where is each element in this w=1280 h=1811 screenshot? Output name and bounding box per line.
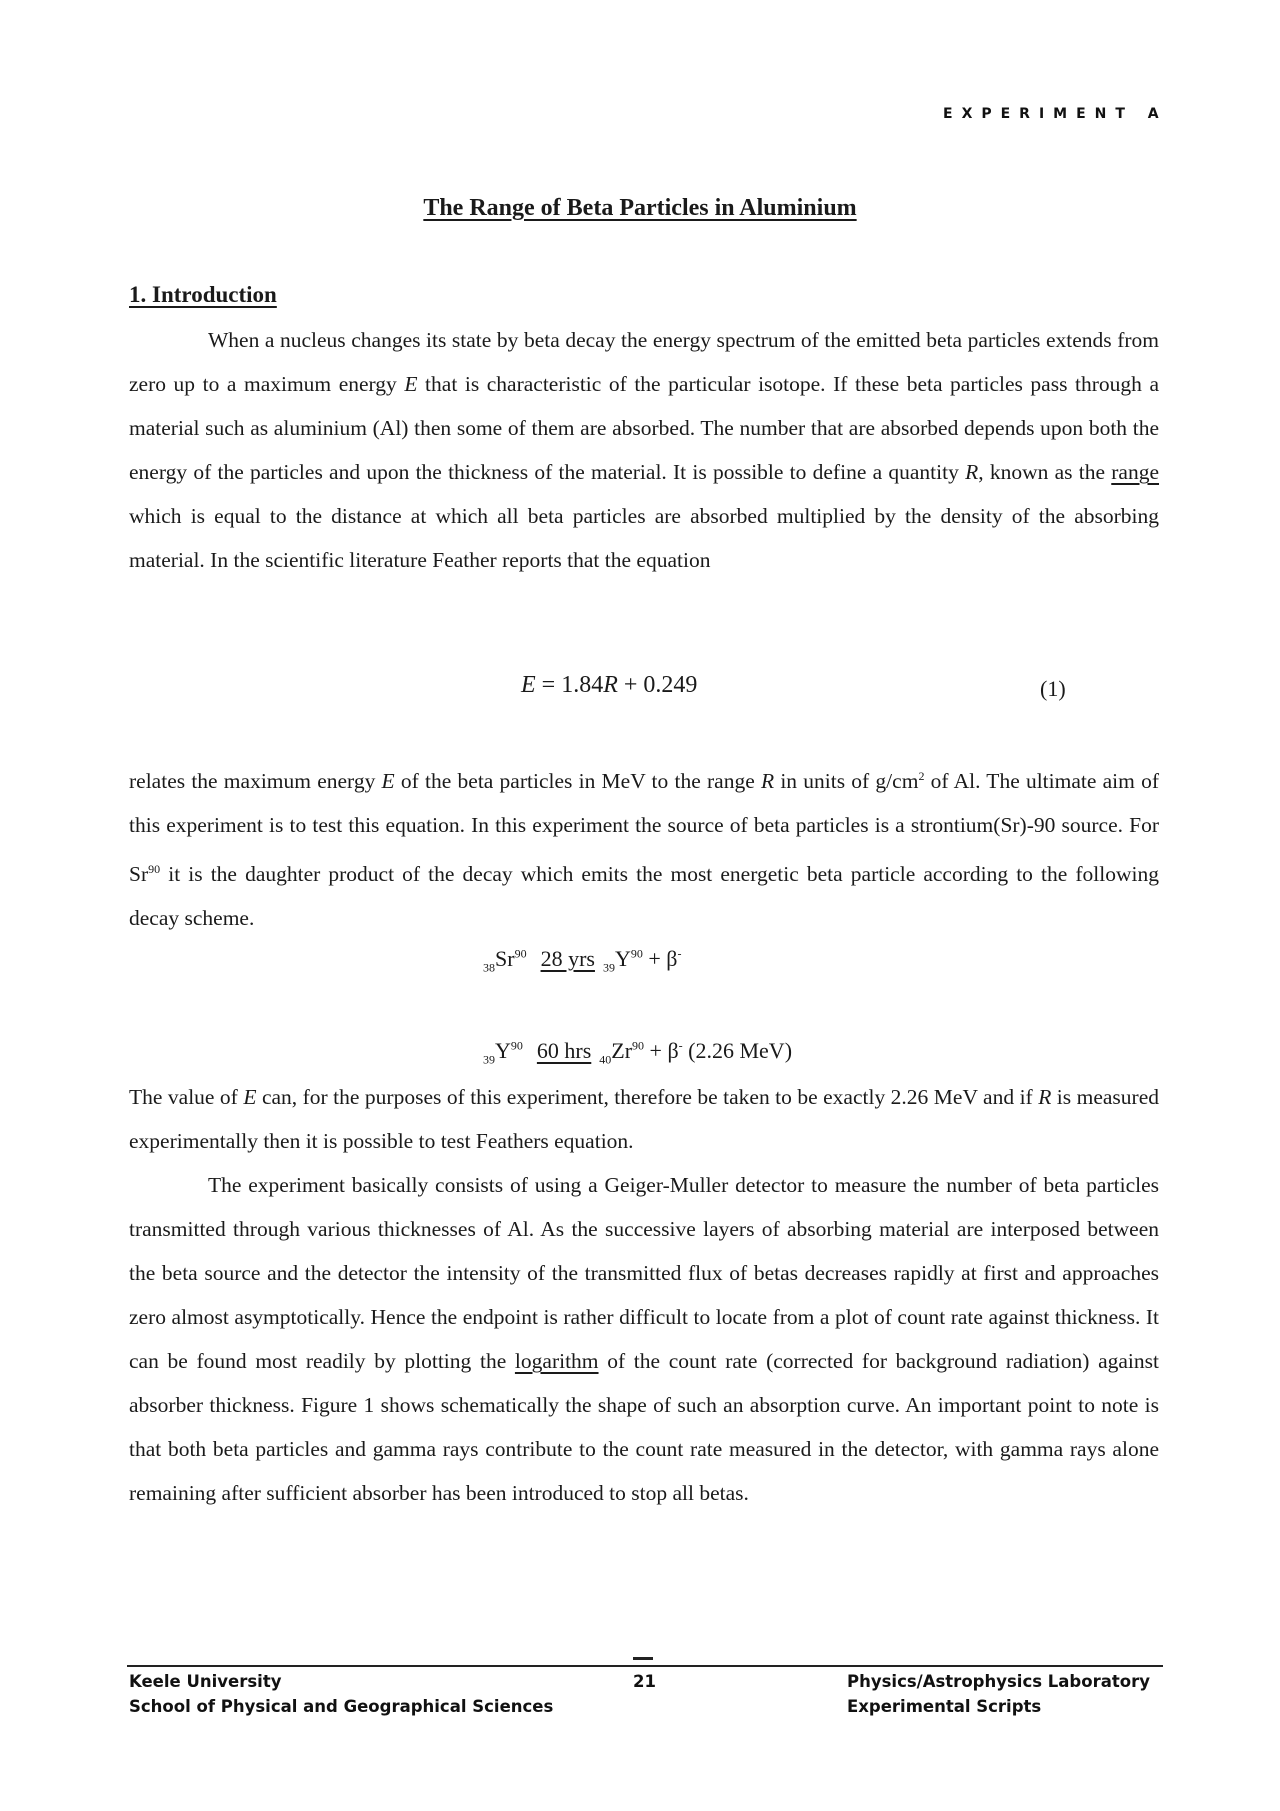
logarithm-term: logarithm <box>514 1349 599 1373</box>
mass-number: 90 <box>632 1038 645 1053</box>
beta-term: + β <box>642 946 678 971</box>
page-title: The Range of Beta Particles in Aluminium <box>423 195 857 221</box>
footer-school: School of Physical and Geographical Sciences <box>129 1697 554 1716</box>
para1-text-2: that is characteristic of the particular isotope. If these beta particles pass through a material such as aluminium (Al) then some of them are absorbed. The number that are absorbed depends upon both the energy of the particles and upon the thickness of the material. It is possible to define a quantity <box>129 372 1159 484</box>
para3-text-3: is measured experimentally then it is possible to test Feathers equation. <box>129 1085 1159 1153</box>
para2-text-1: relates the maximum energy <box>129 769 382 794</box>
para2-text-3: in units of g/cm <box>774 769 919 794</box>
para1-text-3: , known as the <box>978 460 1112 484</box>
para3-text-2: can, for the purposes of this experiment, therefore be taken to be exactly 2.26 MeV and if <box>256 1085 1039 1109</box>
element: Y <box>495 1038 511 1063</box>
para2-text-2: of the beta particles in MeV to the range <box>394 769 761 794</box>
page-number: 21 <box>633 1672 656 1691</box>
charge: - <box>678 1038 683 1053</box>
atomic-number: 40 <box>599 1052 612 1067</box>
atomic-number: 39 <box>602 960 615 975</box>
para4-text-2: of the count rate (corrected for background radiation) against absorber thickness. Figure 1 shows schematically the shape of such an absorption curve. An important point to note is that both beta particles and gamma rays contribute to the count rate measured in the detector, with gamma rays alone remaining after sufficient absorber has been introduced to stop all betas. <box>129 1349 1159 1505</box>
eq-part-1: = 1.84 <box>535 672 604 698</box>
section-heading: 1. Introduction <box>129 282 277 307</box>
symbol-R: R <box>760 769 775 794</box>
half-life-label: 28 yrs <box>540 946 595 971</box>
charge: - <box>677 946 682 961</box>
decay-energy: (2.26 MeV) <box>682 1038 793 1063</box>
equation-1 <box>521 672 697 699</box>
intro-paragraph-2 <box>129 754 1159 940</box>
footer-scripts: Experimental Scripts <box>847 1697 1042 1716</box>
element: Sr <box>495 946 515 971</box>
symbol-R: R <box>1038 1085 1052 1109</box>
decay-equation-1 <box>483 946 681 975</box>
mass-number: 90 <box>510 1038 523 1053</box>
atomic-number: 38 <box>483 960 495 975</box>
para2-text-4: of Al. The ultimate aim of this experiment is to test this equation. In this experiment the source of beta particles is a strontium(Sr)-90 source. For Sr <box>129 769 1159 887</box>
symbol-E: E <box>243 1085 257 1109</box>
intro-paragraph-1 <box>129 318 1159 582</box>
symbol-E: E <box>381 769 395 794</box>
para1-text-1: When a nucleus changes its state by beta decay the energy spectrum of the emitted beta particles extends from zero up to a maximum energy <box>129 328 1159 396</box>
decay-equation-2 <box>483 1038 792 1067</box>
intro-paragraph-3 <box>129 1075 1159 1163</box>
eq-symbol-R: R <box>603 672 618 698</box>
footer-tick <box>633 1657 653 1660</box>
running-head: EXPERIMENT A <box>943 106 1168 122</box>
eq-symbol-E: E <box>521 672 536 698</box>
intro-paragraph-4 <box>129 1163 1159 1515</box>
half-life-label: 60 hrs <box>536 1038 592 1063</box>
para4-text-1: The experiment basically consists of using a Geiger-Muller detector to measure the number of beta particles transmitted through various thicknesses of Al. As the successive layers of absorbing material are interposed between the beta source and the detector the intensity of the transmitted flux of betas decreases rapidly at first and approaches zero almost asymptotically. Hence the endpoint is rather difficult to locate from a plot of count rate against thickness. It can be found most readily by plotting the <box>129 1173 1159 1373</box>
symbol-E: E <box>404 372 418 396</box>
beta-term: + β <box>644 1038 679 1063</box>
range-term: range <box>1111 460 1160 484</box>
footer-university: Keele University <box>129 1672 282 1691</box>
superscript-2: 2 <box>918 769 925 783</box>
symbol-R: R <box>965 460 979 484</box>
element: Zr <box>611 1038 633 1063</box>
footer-lab: Physics/Astrophysics Laboratory <box>847 1672 1150 1691</box>
para1-text-4: which is equal to the distance at which all beta particles are absorbed multiplied by the density of the absorbing material. In the scientific literature Feather reports that the equation <box>129 504 1159 572</box>
eq-part-2: + 0.249 <box>617 672 698 698</box>
mass-number: 90 <box>630 946 643 961</box>
para3-text-1: The value of <box>129 1085 244 1109</box>
atomic-number: 39 <box>483 1052 495 1067</box>
equation-number: (1) <box>1040 676 1066 701</box>
mass-number: 90 <box>514 946 527 961</box>
para2-text-5: it is the daughter product of the decay which emits the most energetic beta particle according to the following decay scheme. <box>129 862 1159 931</box>
element: Y <box>614 946 631 971</box>
superscript-90: 90 <box>148 862 161 877</box>
footer-rule <box>127 1665 1163 1667</box>
